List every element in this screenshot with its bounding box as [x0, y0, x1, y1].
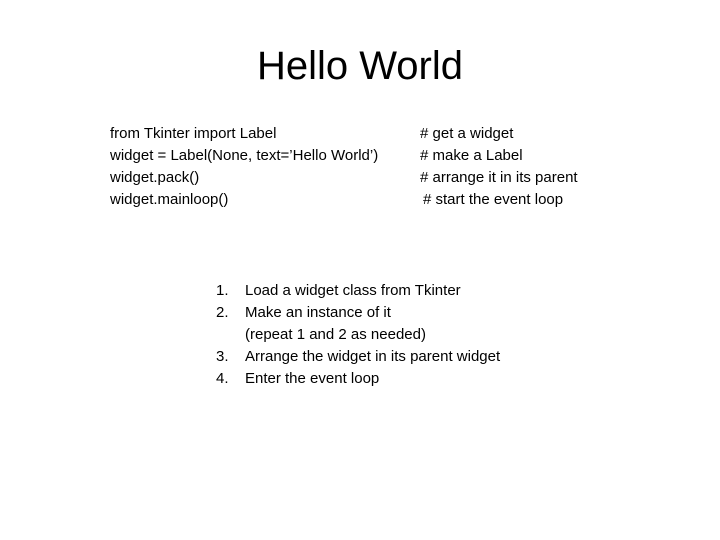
code-block	[110, 123, 610, 211]
steps-list	[216, 280, 616, 390]
step-number: 1.	[216, 282, 229, 299]
code-comment: # arrange it in its parent	[420, 169, 578, 186]
step-text: Enter the event loop	[245, 370, 380, 387]
list-item	[216, 368, 616, 390]
list-item	[216, 280, 616, 302]
code-line	[110, 189, 610, 211]
code-line	[110, 145, 610, 167]
code-statement: widget.pack()	[110, 169, 200, 186]
code-statement: widget.mainloop()	[110, 191, 229, 208]
step-number: 4.	[216, 370, 229, 387]
code-statement: widget = Label(None, text=’Hello World’)	[110, 147, 379, 164]
step-text: Load a widget class from Tkinter	[245, 282, 461, 299]
slide-title: Hello World	[257, 44, 463, 88]
list-item	[216, 346, 616, 368]
step-text: Arrange the widget in its parent widget	[245, 348, 501, 365]
code-comment: # get a widget	[420, 125, 514, 142]
code-line	[110, 167, 610, 189]
code-comment: # start the event loop	[423, 191, 564, 208]
list-item	[216, 302, 616, 324]
step-number: 3.	[216, 348, 229, 365]
code-line	[110, 123, 610, 145]
list-item-note	[216, 324, 616, 346]
step-number: 2.	[216, 304, 229, 321]
code-statement: from Tkinter import Label	[110, 125, 277, 142]
step-text: Make an instance of it	[245, 304, 391, 321]
step-note: (repeat 1 and 2 as needed)	[245, 326, 426, 343]
code-comment: # make a Label	[420, 147, 523, 164]
